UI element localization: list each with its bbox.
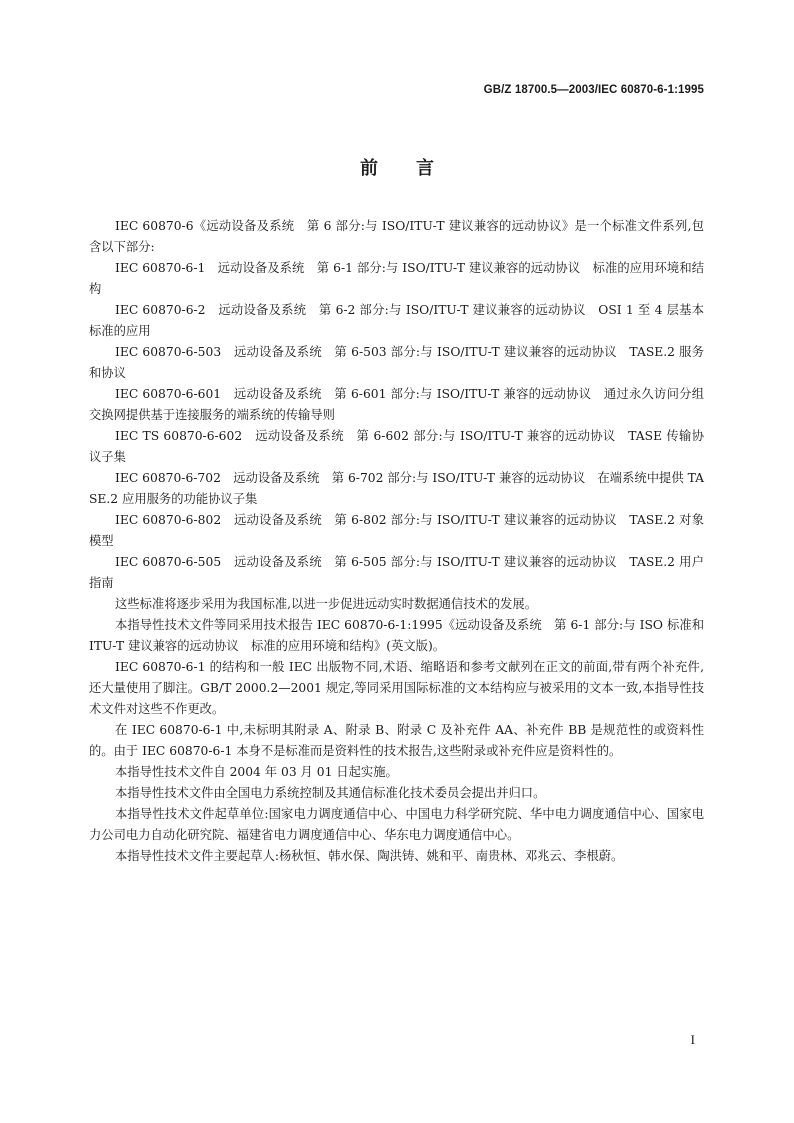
paragraph-proposer: 本指导性技术文件由全国电力系统控制及其通信标准化技术委员会提出并归口。 [115,786,546,800]
paragraph-part-6-2: IEC 60870-6-2 远动设备及系统 第 6-2 部分:与 ISO/ITU-T 建议兼容的远动协议 OSI 1 至 4 层基本标准的应用 [89,303,704,338]
paragraph-series-intro: IEC 60870-6《远动设备及系统 第 6 部分:与 ISO/ITU-T 建议兼容的远动协议》是一个标准文件系列,包含以下部分: [89,219,704,254]
paragraph-structure: IEC 60870-6-1 的结构和一般 IEC 出版物不同,术语、缩略语和参考文献列在正文的前面,带有两个补充件,还大量使用了脚注。GB/T 2000.2—2001 规定,等同采用国际标准的文本结构应与被采用的文本一致,本指导性技术文件对这些不作更改。 [89,660,704,716]
paragraph-part-6-503: IEC 60870-6-503 远动设备及系统 第 6-503 部分:与 ISO/ITU-T 建议兼容的远动协议 TASE.2 服务和协议 [89,345,704,380]
paragraph-part-6-602: IEC TS 60870-6-602 远动设备及系统 第 6-602 部分:与 ISO/ITU-T 兼容的远动协议 TASE 传输协议子集 [89,429,704,464]
paragraph-annex-status: 在 IEC 60870-6-1 中,未标明其附录 A、附录 B、附录 C 及补充件 AA、补充件 BB 是规范性的或资料性的。由于 IEC 60870-6-1 本身不是标准而是资料性的技术报告,这些附录或补充件应是资料性的。 [89,723,704,758]
paragraph-drafters: 本指导性技术文件主要起草人:杨秋恒、韩水保、陶洪铸、姚和平、南贵林、邓兆云、李根蔚。 [115,849,624,863]
paragraph-equivalence: 本指导性技术文件等同采用技术报告 IEC 60870-6-1:1995《远动设备及系统 第 6-1 部分:与 ISO 标准和 ITU-T 建议兼容的远动协议 标准的应用环境和结构》(英文版)。 [89,618,704,653]
paragraph-part-6-1: IEC 60870-6-1 远动设备及系统 第 6-1 部分:与 ISO/ITU-T 建议兼容的远动协议 标准的应用环境和结构 [89,261,704,296]
document-body [89,216,704,867]
paragraph-part-6-702: IEC 60870-6-702 远动设备及系统 第 6-702 部分:与 ISO/ITU-T 兼容的远动协议 在端系统中提供 TASE.2 应用服务的功能协议子集 [89,471,704,506]
paragraph-effective-date: 本指导性技术文件自 2004 年 03 月 01 日起实施。 [115,765,398,779]
standard-code-header: GB/Z 18700.5—2003/IEC 60870-6-1:1995 [483,84,704,96]
page-title: 前言 [360,158,472,179]
paragraph-drafting-units: 本指导性技术文件起草单位:国家电力调度通信中心、中国电力科学研究院、华中电力调度通信中心、国家电力公司电力自动化研究院、福建省电力调度通信中心、华东电力调度通信中心。 [89,807,704,842]
paragraph-adoption-plan: 这些标准将逐步采用为我国标准,以进一步促进远动实时数据通信技术的发展。 [115,597,538,611]
paragraph-part-6-601: IEC 60870-6-601 远动设备及系统 第 6-601 部分:与 ISO/ITU-T 兼容的远动协议 通过永久访问分组交换网提供基于连接服务的端系统的传输导则 [89,387,704,422]
page-number: I [690,1032,695,1047]
paragraph-part-6-802: IEC 60870-6-802 远动设备及系统 第 6-802 部分:与 ISO/ITU-T 建议兼容的远动协议 TASE.2 对象模型 [89,513,704,548]
paragraph-part-6-505: IEC 60870-6-505 远动设备及系统 第 6-505 部分:与 ISO/ITU-T 建议兼容的远动协议 TASE.2 用户指南 [89,555,704,590]
